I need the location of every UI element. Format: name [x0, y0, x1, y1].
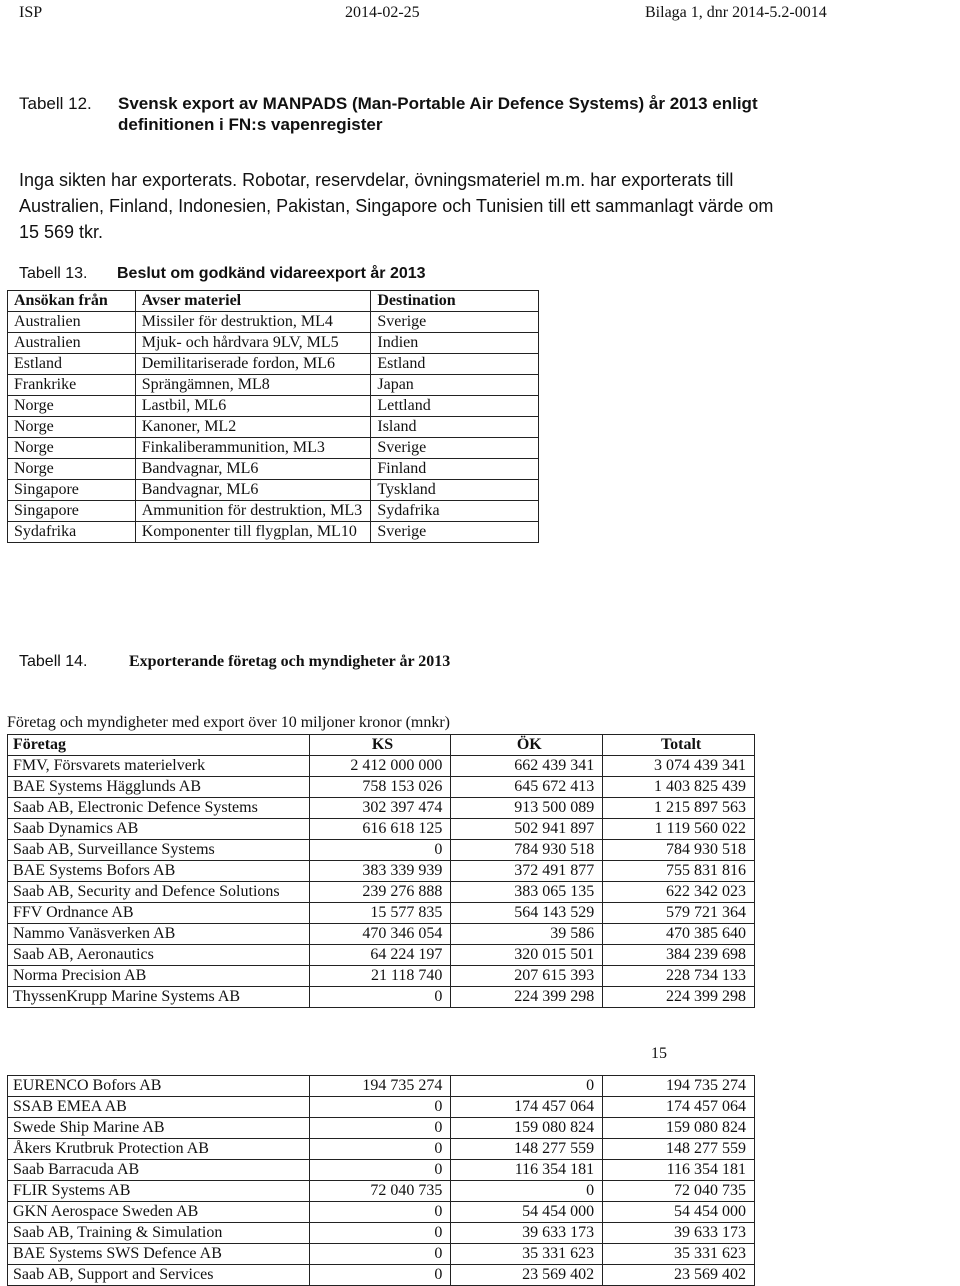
- table13-cell: Australien: [8, 312, 136, 333]
- table13-cell: Norge: [8, 459, 136, 480]
- table14-header-cell: Företag: [8, 735, 310, 756]
- table13-cell: Island: [371, 417, 539, 438]
- table13-cell: Kanoner, ML2: [135, 417, 371, 438]
- amount-cell: 39 633 173: [451, 1223, 603, 1244]
- amount-cell: 39 586: [451, 924, 603, 945]
- table-row: [8, 1265, 755, 1286]
- table-row: [8, 798, 755, 819]
- amount-cell: 0: [309, 987, 451, 1008]
- amount-cell: 0: [451, 1181, 603, 1202]
- table-row: [8, 312, 539, 333]
- table13-cell: Finkaliberammunition, ML3: [135, 438, 371, 459]
- amount-cell: 2 412 000 000: [309, 756, 451, 777]
- table13-cell: Bandvagnar, ML6: [135, 480, 371, 501]
- amount-cell: 21 118 740: [309, 966, 451, 987]
- table-row: [8, 438, 539, 459]
- amount-cell: 1 215 897 563: [603, 798, 755, 819]
- table-row: [8, 756, 755, 777]
- company-cell: Saab AB, Aeronautics: [8, 945, 310, 966]
- company-cell: FLIR Systems AB: [8, 1181, 310, 1202]
- table14: [7, 734, 755, 1008]
- table-row: [8, 882, 755, 903]
- table13-label: Tabell 13.: [19, 265, 88, 282]
- company-cell: BAE Systems Bofors AB: [8, 861, 310, 882]
- amount-cell: 72 040 735: [309, 1181, 451, 1202]
- table13-header-cell: Ansökan från: [8, 291, 136, 312]
- amount-cell: 0: [309, 1097, 451, 1118]
- table13-cell: Sydafrika: [8, 522, 136, 543]
- table-row: [8, 333, 539, 354]
- amount-cell: 23 569 402: [603, 1265, 755, 1286]
- header-date: 2014-02-25: [345, 4, 420, 21]
- table13-cell: Tyskland: [371, 480, 539, 501]
- amount-cell: 15 577 835: [309, 903, 451, 924]
- amount-cell: 159 080 824: [603, 1118, 755, 1139]
- table13-header-cell: Avser materiel: [135, 291, 371, 312]
- amount-cell: 35 331 623: [603, 1244, 755, 1265]
- table14-header-cell: KS: [309, 735, 451, 756]
- table13-cell: Singapore: [8, 501, 136, 522]
- amount-cell: 0: [309, 1139, 451, 1160]
- table-row: [8, 1076, 755, 1097]
- manpads-paragraph: Inga sikten har exporterats. Robotar, reservdelar, övningsmateriel m.m. har exporterats till Australien, Finland, Indonesien, Pakistan, Singapore och Tunisien till ett sammanlagt värde om 15 569 tkr.: [19, 170, 774, 242]
- company-cell: Nammo Vanäsverken AB: [8, 924, 310, 945]
- amount-cell: 1 403 825 439: [603, 777, 755, 798]
- amount-cell: 0: [309, 840, 451, 861]
- amount-cell: 174 457 064: [451, 1097, 603, 1118]
- amount-cell: 564 143 529: [451, 903, 603, 924]
- amount-cell: 72 040 735: [603, 1181, 755, 1202]
- table-row: [8, 861, 755, 882]
- table-row: [8, 1223, 755, 1244]
- table13-title: Beslut om godkänd vidareexport år 2013: [117, 265, 426, 282]
- amount-cell: 383 065 135: [451, 882, 603, 903]
- table13-cell: Mjuk- och hårdvara 9LV, ML5: [135, 333, 371, 354]
- company-cell: Saab AB, Electronic Defence Systems: [8, 798, 310, 819]
- amount-cell: 194 735 274: [603, 1076, 755, 1097]
- table13-cell: Demilitariserade fordon, ML6: [135, 354, 371, 375]
- table13-cell: Lettland: [371, 396, 539, 417]
- header-org: ISP: [19, 4, 43, 21]
- amount-cell: 758 153 026: [309, 777, 451, 798]
- table13-header-cell: Destination: [371, 291, 539, 312]
- table13-header-row: [8, 291, 539, 312]
- table14-header-row: [8, 735, 755, 756]
- table-row: [8, 777, 755, 798]
- amount-cell: 148 277 559: [603, 1139, 755, 1160]
- amount-cell: 1 119 560 022: [603, 819, 755, 840]
- amount-cell: 174 457 064: [603, 1097, 755, 1118]
- table13-cell: Sverige: [371, 438, 539, 459]
- table13-cell: Norge: [8, 396, 136, 417]
- table-row: [8, 903, 755, 924]
- table13-cell: Frankrike: [8, 375, 136, 396]
- company-cell: EURENCO Bofors AB: [8, 1076, 310, 1097]
- amount-cell: 645 672 413: [451, 777, 603, 798]
- company-cell: BAE Systems SWS Defence AB: [8, 1244, 310, 1265]
- company-cell: Åkers Krutbruk Protection AB: [8, 1139, 310, 1160]
- table13-cell: Estland: [371, 354, 539, 375]
- table13-caption: [19, 265, 426, 283]
- table13-cell: Sprängämnen, ML8: [135, 375, 371, 396]
- amount-cell: 23 569 402: [451, 1265, 603, 1286]
- table-row: [8, 459, 539, 480]
- amount-cell: 0: [451, 1076, 603, 1097]
- amount-cell: 148 277 559: [451, 1139, 603, 1160]
- amount-cell: 470 385 640: [603, 924, 755, 945]
- table13-cell: Norge: [8, 438, 136, 459]
- header-reference: Bilaga 1, dnr 2014-5.2-0014: [645, 4, 827, 21]
- amount-cell: 159 080 824: [451, 1118, 603, 1139]
- amount-cell: 194 735 274: [309, 1076, 451, 1097]
- table-row: [8, 354, 539, 375]
- company-cell: GKN Aerospace Sweden AB: [8, 1202, 310, 1223]
- amount-cell: 207 615 393: [451, 966, 603, 987]
- amount-cell: 0: [309, 1202, 451, 1223]
- table-row: [8, 480, 539, 501]
- table13-cell: Australien: [8, 333, 136, 354]
- amount-cell: 302 397 474: [309, 798, 451, 819]
- table-row: [8, 987, 755, 1008]
- company-cell: FFV Ordnance AB: [8, 903, 310, 924]
- amount-cell: 0: [309, 1244, 451, 1265]
- table-row: [8, 945, 755, 966]
- amount-cell: 35 331 623: [451, 1244, 603, 1265]
- amount-cell: 784 930 518: [603, 840, 755, 861]
- amount-cell: 54 454 000: [451, 1202, 603, 1223]
- company-cell: Saab AB, Support and Services: [8, 1265, 310, 1286]
- amount-cell: 224 399 298: [451, 987, 603, 1008]
- amount-cell: 320 015 501: [451, 945, 603, 966]
- table-row: [8, 1244, 755, 1265]
- table13-cell: Lastbil, ML6: [135, 396, 371, 417]
- company-cell: ThyssenKrupp Marine Systems AB: [8, 987, 310, 1008]
- table12-label: Tabell 12.: [19, 94, 92, 113]
- table-row: [8, 1097, 755, 1118]
- amount-cell: 54 454 000: [603, 1202, 755, 1223]
- table13-cell: Japan: [371, 375, 539, 396]
- table-row: [8, 1139, 755, 1160]
- table14-title: Exporterande företag och myndigheter år 2013: [129, 653, 451, 670]
- table-row: [8, 1118, 755, 1139]
- table13-cell: Estland: [8, 354, 136, 375]
- table-row: [8, 840, 755, 861]
- table13-cell: Ammunition för destruktion, ML3: [135, 501, 371, 522]
- amount-cell: 239 276 888: [309, 882, 451, 903]
- table13-cell: Missiler för destruktion, ML4: [135, 312, 371, 333]
- amount-cell: 383 339 939: [309, 861, 451, 882]
- table14-label: Tabell 14.: [19, 653, 88, 670]
- table-row: [8, 501, 539, 522]
- amount-cell: 662 439 341: [451, 756, 603, 777]
- company-cell: Saab AB, Training & Simulation: [8, 1223, 310, 1244]
- table-row: [8, 924, 755, 945]
- amount-cell: 224 399 298: [603, 987, 755, 1008]
- amount-cell: 0: [309, 1265, 451, 1286]
- amount-cell: 228 734 133: [603, 966, 755, 987]
- table13-cell: Sverige: [371, 522, 539, 543]
- table-row: [8, 1181, 755, 1202]
- amount-cell: 784 930 518: [451, 840, 603, 861]
- company-cell: Saab Dynamics AB: [8, 819, 310, 840]
- table-row: [8, 417, 539, 438]
- table14-header-cell: ÖK: [451, 735, 603, 756]
- amount-cell: 502 941 897: [451, 819, 603, 840]
- table13-cell: Singapore: [8, 480, 136, 501]
- company-cell: BAE Systems Hägglunds AB: [8, 777, 310, 798]
- amount-cell: 64 224 197: [309, 945, 451, 966]
- table-row: [8, 966, 755, 987]
- table13-cell: Finland: [371, 459, 539, 480]
- table-row: [8, 396, 539, 417]
- page-number: 15: [651, 1045, 667, 1062]
- table13-cell: Sydafrika: [371, 501, 539, 522]
- amount-cell: 39 633 173: [603, 1223, 755, 1244]
- company-cell: SSAB EMEA AB: [8, 1097, 310, 1118]
- company-cell: Saab AB, Surveillance Systems: [8, 840, 310, 861]
- amount-cell: 0: [309, 1223, 451, 1244]
- table-row: [8, 1202, 755, 1223]
- table-row: [8, 1160, 755, 1181]
- amount-cell: 0: [309, 1118, 451, 1139]
- amount-cell: 116 354 181: [603, 1160, 755, 1181]
- amount-cell: 755 831 816: [603, 861, 755, 882]
- company-cell: Norma Precision AB: [8, 966, 310, 987]
- table-row: [8, 819, 755, 840]
- company-cell: Saab Barracuda AB: [8, 1160, 310, 1181]
- table-row: [8, 522, 539, 543]
- table13-cell: Norge: [8, 417, 136, 438]
- amount-cell: 913 500 089: [451, 798, 603, 819]
- table14-continued: [7, 1075, 755, 1286]
- table12-title: Svensk export av MANPADS (Man-Portable Air Defence Systems) år 2013 enligt definitionen i FN:s vapenregister: [118, 94, 758, 134]
- table-row: [8, 375, 539, 396]
- amount-cell: 372 491 877: [451, 861, 603, 882]
- company-cell: Saab AB, Security and Defence Solutions: [8, 882, 310, 903]
- company-cell: Swede Ship Marine AB: [8, 1118, 310, 1139]
- company-cell: FMV, Försvarets materielverk: [8, 756, 310, 777]
- amount-cell: 579 721 364: [603, 903, 755, 924]
- table14-header-cell: Totalt: [603, 735, 755, 756]
- amount-cell: 3 074 439 341: [603, 756, 755, 777]
- amount-cell: 116 354 181: [451, 1160, 603, 1181]
- table13: [7, 290, 539, 543]
- amount-cell: 470 346 054: [309, 924, 451, 945]
- amount-cell: 622 342 023: [603, 882, 755, 903]
- table13-cell: Sverige: [371, 312, 539, 333]
- table14-subtitle: Företag och myndigheter med export över 10 miljoner kronor (mnkr): [7, 714, 450, 731]
- table13-cell: Komponenter till flygplan, ML10: [135, 522, 371, 543]
- amount-cell: 0: [309, 1160, 451, 1181]
- amount-cell: 616 618 125: [309, 819, 451, 840]
- table13-cell: Bandvagnar, ML6: [135, 459, 371, 480]
- table13-cell: Indien: [371, 333, 539, 354]
- amount-cell: 384 239 698: [603, 945, 755, 966]
- table14-caption: [19, 653, 451, 671]
